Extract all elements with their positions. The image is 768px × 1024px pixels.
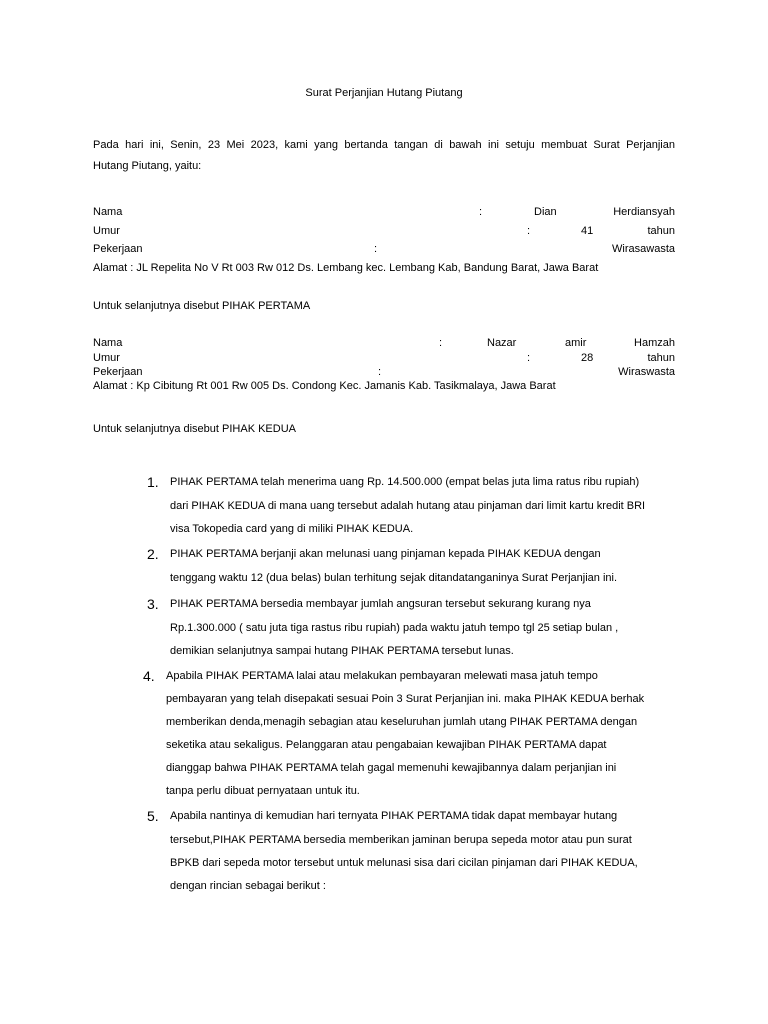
party2-alamat: Alamat : Kp Cibitung Rt 001 Rw 005 Ds. Condong Kec. Jamanis Kab. Tasikmalaya, Jawa Barat: [93, 380, 556, 392]
clause-line: Apabila nantinya di kemudian hari ternyata PIHAK PERTAMA tidak dapat membayar hutang: [170, 810, 618, 822]
party2-nama-value-1: Nazar: [487, 337, 517, 349]
party1-pekerjaan-colon: :: [374, 243, 378, 255]
clause-line: dari PIHAK KEDUA di mana uang tersebut adalah hutang atau pinjaman dari limit kartu kredit BRI: [170, 500, 646, 512]
clause-line: dianggap bahwa PIHAK PERTAMA telah gagal memenuhi kewajibannya dalam perjanjian ini: [166, 762, 617, 774]
party2-pekerjaan-row: [93, 366, 675, 380]
document-title: Surat Perjanjian Hutang Piutang: [305, 87, 463, 99]
party2-pekerjaan-label: Pekerjaan: [93, 366, 143, 378]
clause-line: PIHAK PERTAMA bersedia membayar jumlah angsuran tersebut sekurang kurang nya: [170, 598, 591, 610]
clause-line: demikian selanjutnya sampai hutang PIHAK PERTAMA tersebut lunas.: [170, 645, 514, 657]
clause-line: visa Tokopedia card yang di miliki PIHAK KEDUA.: [170, 523, 414, 535]
clause-line: dengan rincian sebagai berikut :: [170, 880, 326, 892]
party1-umur-value-2: tahun: [647, 225, 675, 237]
clause-number: 4.: [143, 668, 155, 684]
party2-umur-row: [93, 352, 675, 366]
clause-line: Apabila PIHAK PERTAMA lalai atau melakukan pembayaran melewati masa jatuh tempo: [166, 670, 598, 682]
clause-line: tenggang waktu 12 (dua belas) bulan terhitung sejak ditandatanganinya Surat Perjanjian ini.: [170, 572, 618, 584]
party2-nama-label: Nama: [93, 337, 123, 349]
party1-nama-colon: :: [479, 206, 483, 218]
party1-nama-row: [93, 206, 675, 220]
clause-line: BPKB dari sepeda motor tersebut untuk melunasi sisa dari cicilan pinjaman dari PIHAK KEDUA,: [170, 857, 638, 869]
clause-line: PIHAK PERTAMA telah menerima uang Rp. 14.500.000 (empat belas juta lima ratus ribu rupiah): [170, 476, 640, 488]
clause-line: Rp.1.300.000 ( satu juta tiga rastus ribu rupiah) pada waktu jatuh tempo tgl 25 setiap bulan ,: [170, 622, 619, 634]
clause-line: seketika atau sekaligus. Pelanggaran atau pengabaian kewajiban PIHAK PERTAMA dapat: [166, 739, 607, 751]
clause-number: 3.: [147, 596, 159, 612]
party1-nama-label: Nama: [93, 206, 123, 218]
party1-umur-value-1: 41: [581, 225, 594, 237]
party1-nama-value-1: Dian: [534, 206, 557, 218]
intro-line-1: Pada hari ini, Senin, 23 Mei 2023, kami yang bertanda tangan di bawah ini setuju membuat Surat Perjanjian: [93, 139, 675, 151]
party1-pekerjaan-label: Pekerjaan: [93, 243, 143, 255]
party1-pekerjaan-value: Wirasawasta: [612, 243, 675, 255]
clause-number: 2.: [147, 546, 159, 562]
party2-nama-value-2: amir: [565, 337, 587, 349]
clause-number: 1.: [147, 474, 159, 490]
party1-umur-label: Umur: [93, 225, 120, 237]
party2-nama-row: [93, 337, 675, 351]
party1-pekerjaan-row: [93, 243, 675, 257]
party1-alamat: Alamat : JL Repelita No V Rt 003 Rw 012 Ds. Lembang kec. Lembang Kab, Bandung Barat, Jawa Barat: [93, 262, 599, 274]
clause-line: tersebut,PIHAK PERTAMA bersedia memberikan jaminan berupa sepeda motor atau pun surat: [170, 834, 632, 846]
intro-line-2: Hutang Piutang, yaitu:: [93, 160, 202, 172]
clause-number: 5.: [147, 808, 159, 824]
party2-umur-label: Umur: [93, 352, 120, 364]
party2-umur-colon: :: [527, 352, 531, 364]
party2-nama-colon: :: [439, 337, 443, 349]
party2-pekerjaan-value: Wiraswasta: [618, 366, 675, 378]
clause-line: tanpa perlu dibuat pernyataan untuk itu.: [166, 785, 360, 797]
clause-line: pembayaran yang telah disepakati sesuai Poin 3 Surat Perjanjian ini. maka PIHAK KEDUA berhak: [166, 693, 645, 705]
party1-designation: Untuk selanjutnya disebut PIHAK PERTAMA: [93, 300, 311, 312]
party2-pekerjaan-colon: :: [378, 366, 382, 378]
party2-umur-value-2: tahun: [647, 352, 675, 364]
party2-designation: Untuk selanjutnya disebut PIHAK KEDUA: [93, 423, 296, 435]
party1-nama-value-2: Herdiansyah: [613, 206, 675, 218]
party2-umur-value-1: 28: [581, 352, 594, 364]
clause-line: PIHAK PERTAMA berjanji akan melunasi uang pinjaman kepada PIHAK KEDUA dengan: [170, 548, 601, 560]
party1-umur-colon: :: [527, 225, 531, 237]
clause-line: memberikan denda,menagih sebagian atau keseluruhan jumlah utang PIHAK PERTAMA dengan: [166, 716, 638, 728]
party1-umur-row: [93, 225, 675, 239]
party2-nama-value-3: Hamzah: [634, 337, 675, 349]
